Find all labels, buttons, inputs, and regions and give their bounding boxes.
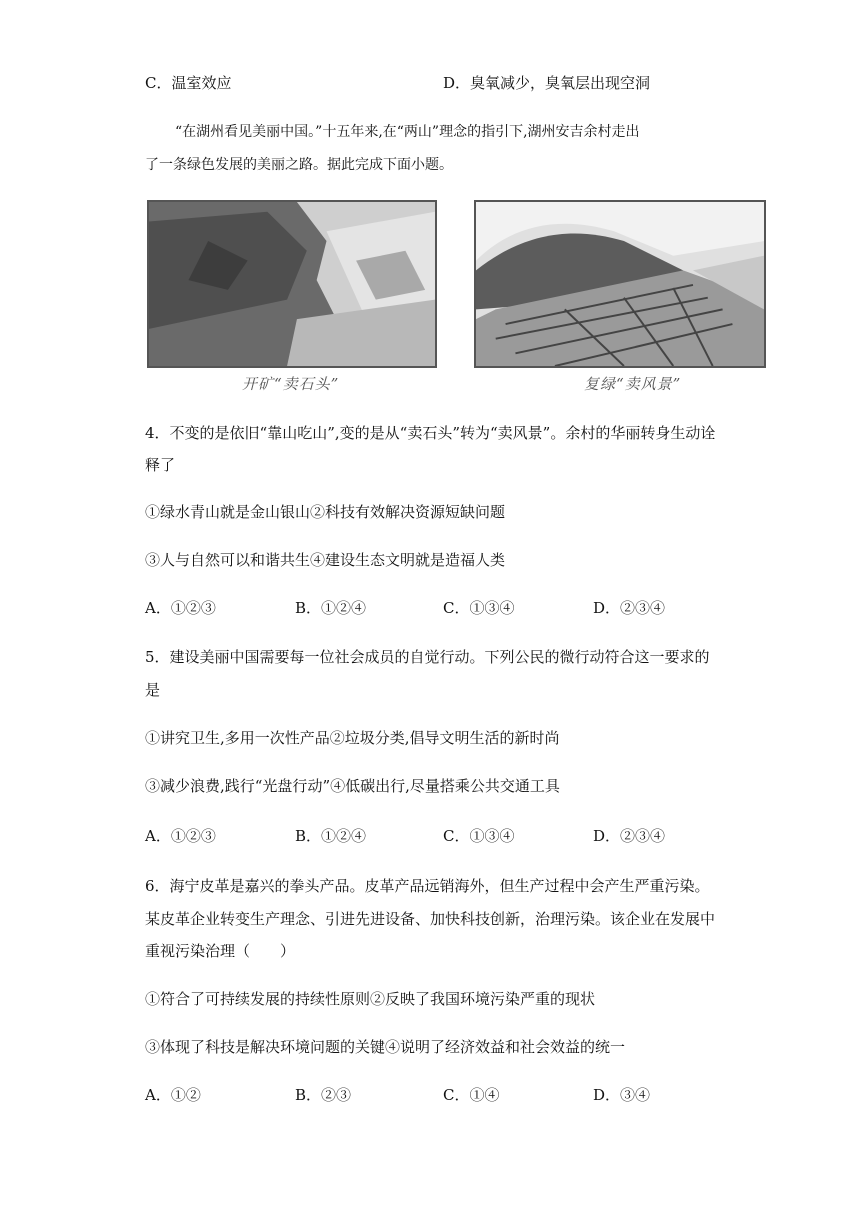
q6-item-line-2: ③体现了科技是解决环境问题的关键④说明了经济效益和社会效益的统一 [145,1038,626,1056]
q4-option-c: C．①③④ [443,599,515,617]
q4-option-d: D．②③④ [593,599,666,617]
q5-option-b: B．①②④ [295,827,367,845]
q4-item-line-2: ③人与自然可以和谐共生④建设生态文明就是造福人类 [145,551,506,569]
q3-option-c: C．温室效应 [145,74,232,92]
q6-option-b: B．②③ [295,1086,352,1104]
q6-option-c: C．①④ [443,1086,500,1104]
q5-option-a: A．①②③ [145,827,216,845]
q4-stem-line-2: 释了 [145,456,176,474]
mining-photo [147,200,437,368]
restored-photo-caption: 复绿“卖风景” [584,375,682,393]
q6-option-a: A．①② [145,1086,201,1104]
q5-item-line-2: ③减少浪费,践行“光盘行动”④低碳出行,尽量搭乘公共交通工具 [145,777,560,795]
intro-line-1: “在湖州看见美丽中国。”十五年来,在“两山”理念的指引下,湖州安吉余村走出 [175,124,640,140]
mining-photo-caption: 开矿“卖石头” [242,375,340,393]
q6-option-d: D．③④ [593,1086,651,1104]
q4-stem-line-1: 4．不变的是依旧“靠山吃山”,变的是从“卖石头”转为“卖风景”。余村的华丽转身生动诠 [145,424,716,442]
q4-option-b: B．①②④ [295,599,367,617]
q4-item-line-1: ①绿水青山就是金山银山②科技有效解决资源短缺问题 [145,503,506,521]
restored-village-photo [474,200,766,368]
q5-item-line-1: ①讲究卫生,多用一次性产品②垃圾分类,倡导文明生活的新时尚 [145,729,560,747]
q6-stem-line-3: 重视污染治理（ ） [145,942,296,960]
q5-stem-line-2: 是 [145,681,161,699]
q4-option-a: A．①②③ [145,599,216,617]
q6-item-line-1: ①符合了可持续发展的持续性原则②反映了我国环境污染严重的现状 [145,990,596,1008]
q6-stem-line-1: 6．海宁皮革是嘉兴的拳头产品。皮革产品远销海外，但生产过程中会产生严重污染。 [145,877,710,895]
q5-option-d: D．②③④ [593,827,666,845]
q5-stem-line-1: 5．建设美丽中国需要每一位社会成员的自觉行动。下列公民的微行动符合这一要求的 [145,648,710,666]
q5-option-c: C．①③④ [443,827,515,845]
intro-line-2: 了一条绿色发展的美丽之路。据此完成下面小题。 [145,157,453,173]
q3-option-d: D．臭氧减少，臭氧层出现空洞 [443,74,651,92]
q6-stem-line-2: 某皮革企业转变生产理念、引进先进设备、加快科技创新，治理污染。该企业在发展中 [145,910,716,928]
